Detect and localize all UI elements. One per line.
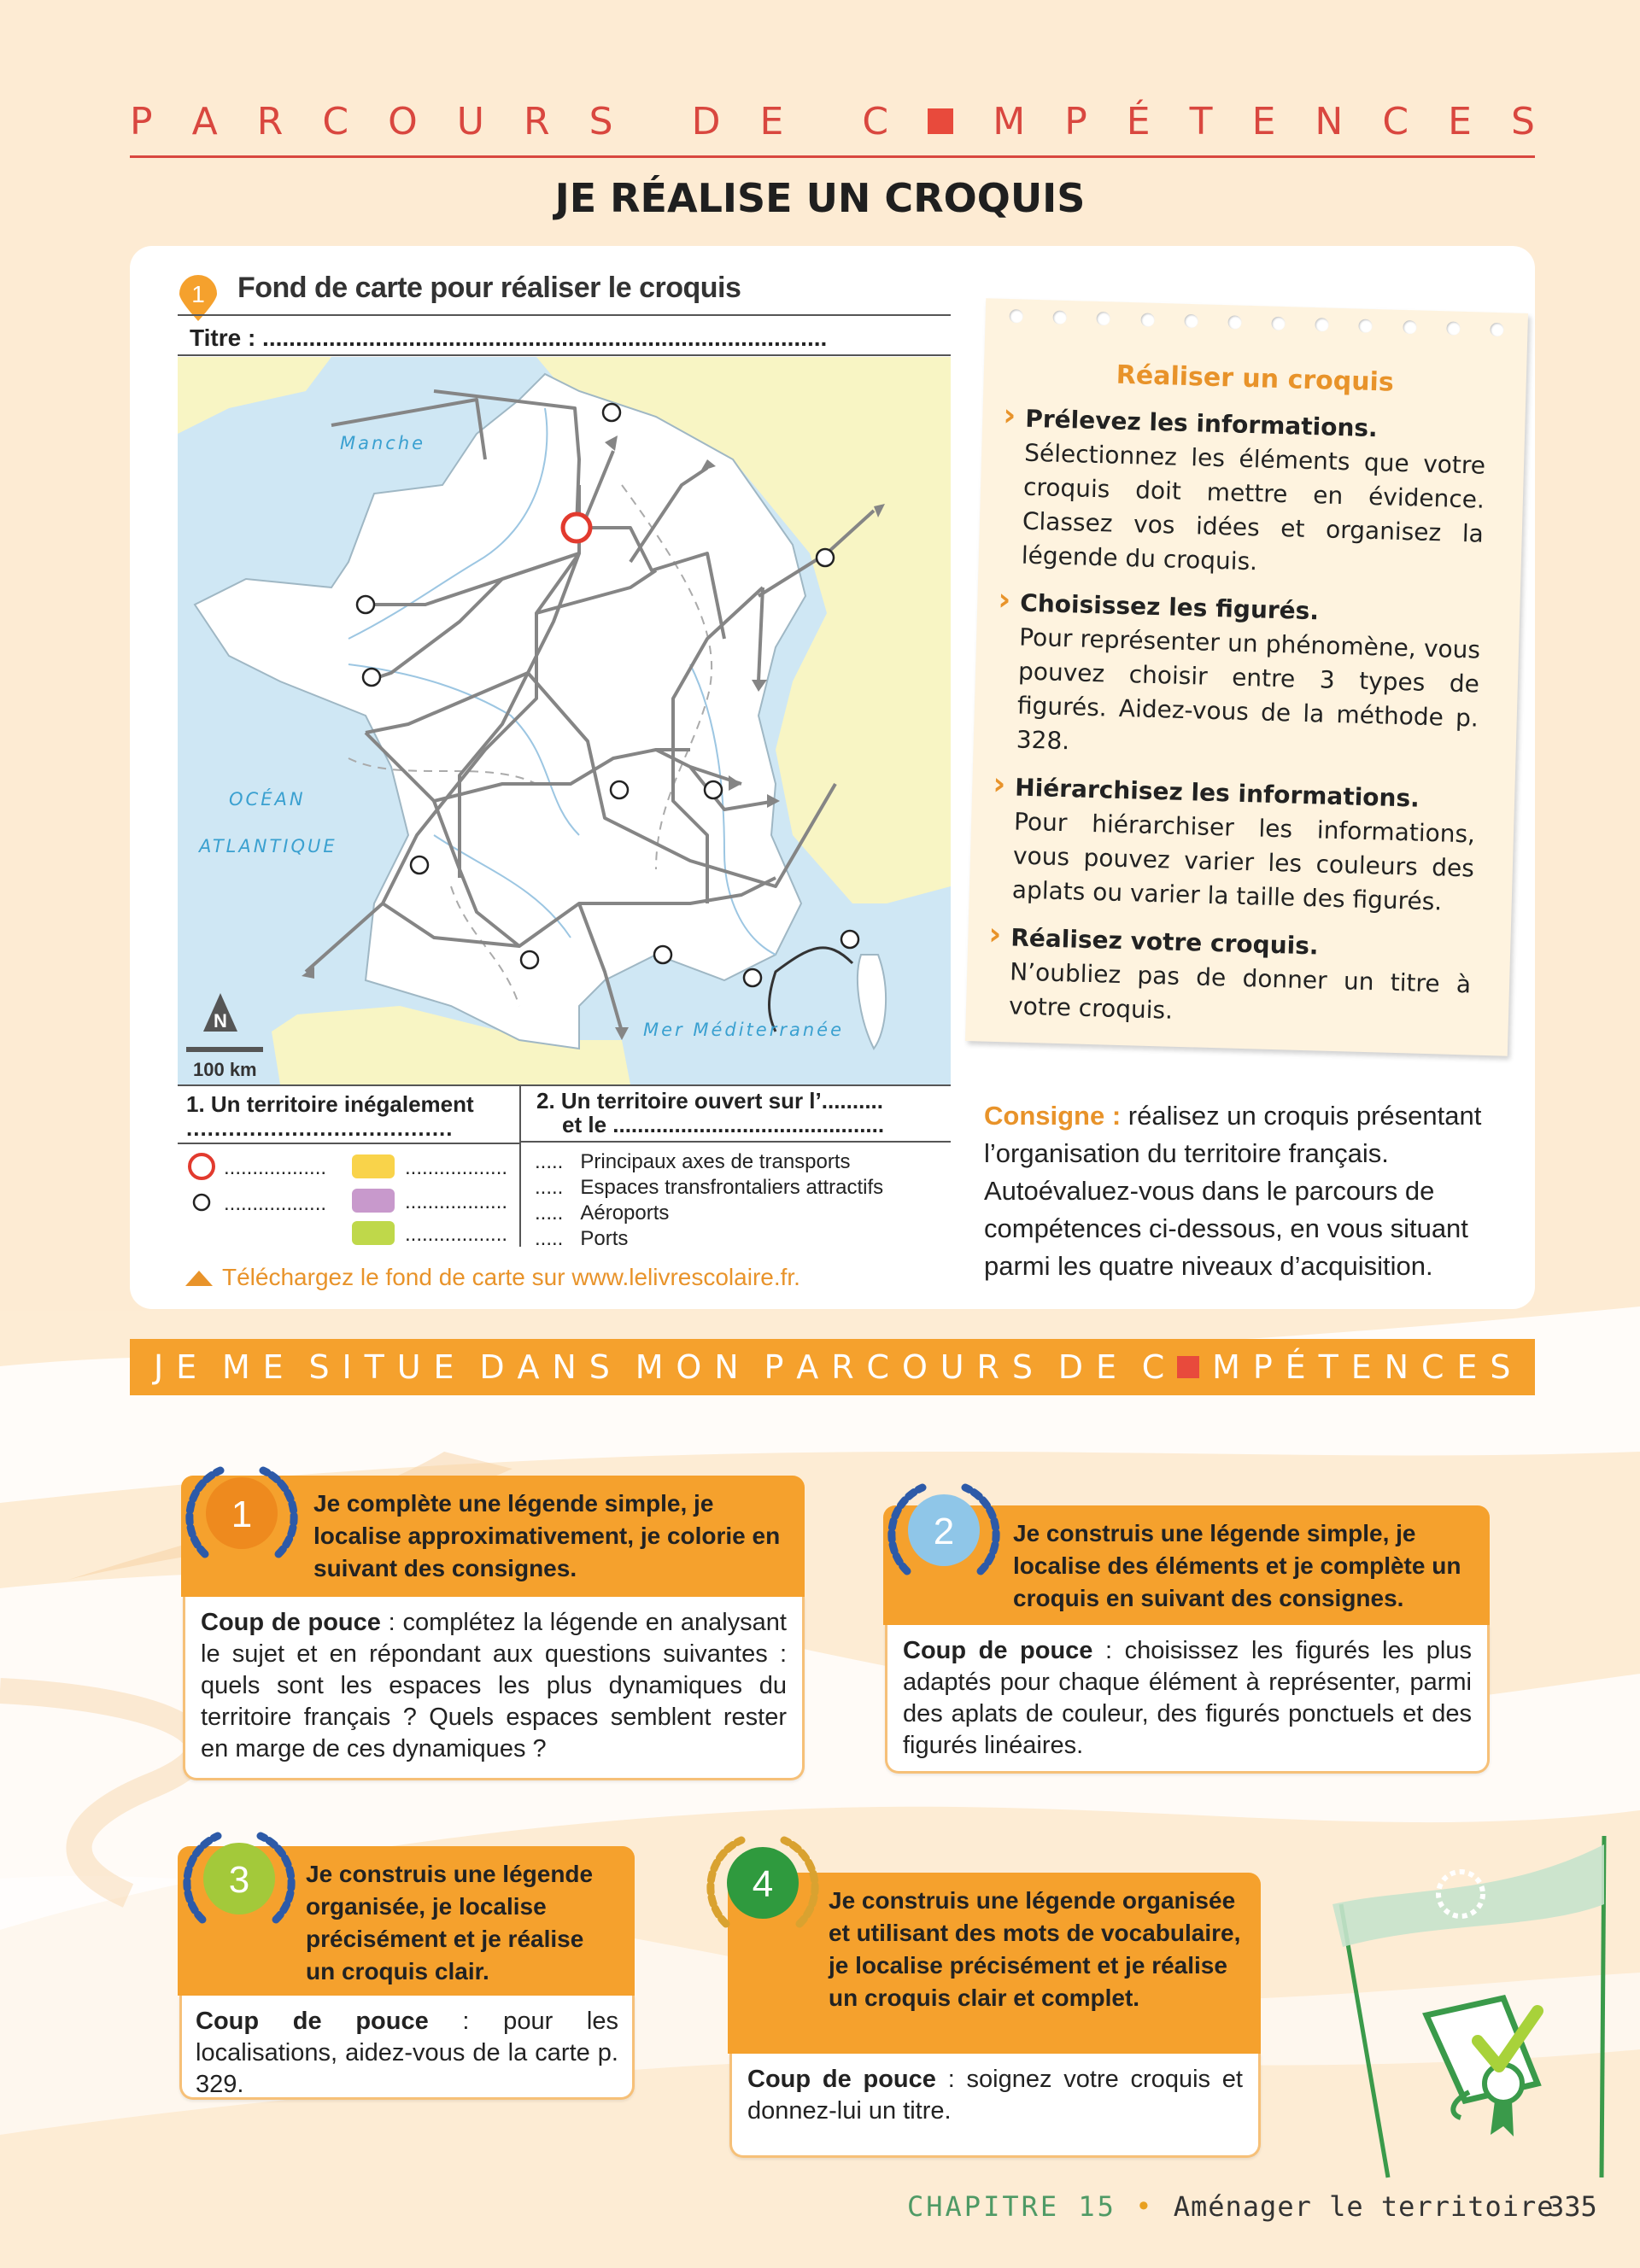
legend-blank: .................. <box>224 1192 327 1215</box>
city-marker <box>521 951 538 968</box>
heading-letter: T <box>364 1348 384 1386</box>
legend-color-yellow <box>352 1154 395 1178</box>
heading-letter: M <box>1212 1348 1240 1386</box>
heading-letter: É <box>1126 99 1151 143</box>
france-base-map <box>178 357 951 1084</box>
heading-letter: P <box>130 99 153 143</box>
svg-text:1: 1 <box>231 1493 253 1535</box>
heading-letter: O <box>676 1348 702 1386</box>
heading-letter: E <box>262 1348 284 1386</box>
level-coup-de-pouce: Coup de pouce : pour les localisations, aidez-vous de la carte p. 329. <box>179 1996 635 2100</box>
square-o-icon <box>928 108 953 134</box>
legend-blank: .................. <box>224 1156 327 1179</box>
heading-letter: D <box>1057 1348 1084 1386</box>
legend-col1-rule <box>178 1143 519 1144</box>
label-atlantique: ATLANTIQUE <box>199 836 337 856</box>
heading-letter: T <box>1189 99 1213 143</box>
heading-letter: M <box>635 1348 664 1386</box>
heading-letter: S <box>589 1348 610 1386</box>
legend-item: ..... Espaces transfrontaliers attractifs <box>535 1176 884 1199</box>
scale-bar <box>186 1047 263 1052</box>
heading-letter: D <box>479 1348 505 1386</box>
note-body <box>1008 402 1487 1050</box>
legend-col2-sub: et le ............................................ <box>562 1112 885 1137</box>
legend-divider <box>519 1084 521 1247</box>
heading-letter: C <box>866 1348 890 1386</box>
section-title: Fond de carte pour réaliser le croquis <box>237 272 741 304</box>
heading-letter: N <box>714 1348 739 1386</box>
city-marker <box>817 549 834 566</box>
legend-col2-title: 2. Un territoire ouvert sur l’.......... <box>536 1088 883 1114</box>
laurel-medal-4-icon <box>699 1821 827 1949</box>
header-parcours-competences <box>130 96 1535 147</box>
heading-letter: O <box>901 1348 928 1386</box>
legend-col1-title: 1. Un territoire inégalement <box>186 1091 474 1117</box>
city-marker <box>841 931 858 948</box>
city-marker <box>363 669 380 686</box>
note-item: › Prélevez les informations. Sélectionnez les éléments que votre croquis doit mettre en évidence. Classez vos idées et organisez la légende du croquis. <box>1021 402 1486 586</box>
heading-letter: E <box>1448 99 1472 143</box>
footer-bullet: • <box>1135 2190 1155 2223</box>
note-holes <box>1009 309 1503 336</box>
svg-text:N: N <box>214 1010 227 1032</box>
download-triangle-icon <box>184 1269 214 1288</box>
heading-letter: R <box>831 1348 854 1386</box>
heading-letter: E <box>176 1348 197 1386</box>
heading-letter: T <box>1318 1348 1338 1386</box>
level-heading: Je construis une légende simple, je localise des éléments et je complète un croquis en suivant des consignes. <box>883 1505 1490 1625</box>
flag-diploma-icon <box>1281 1827 1640 2186</box>
heading-letter: E <box>1350 1348 1372 1386</box>
heading-letter: C <box>862 99 889 143</box>
heading-letter: C <box>322 99 349 143</box>
svg-text:2: 2 <box>933 1511 955 1552</box>
laurel-medal-1-icon <box>178 1452 306 1580</box>
heading-letter: M <box>993 99 1026 143</box>
consigne-label: Consigne : <box>984 1101 1122 1131</box>
heading-letter: R <box>524 99 550 143</box>
note-item: › Réalisez votre croquis. N’oubliez pas de donner un titre à votre croquis. <box>1009 921 1473 1036</box>
heading-letter: U <box>396 1348 421 1386</box>
city-marker <box>705 781 722 798</box>
section-rule <box>178 314 951 316</box>
heading-letter: E <box>1456 1348 1478 1386</box>
legend-item: ..... Principaux axes de transports <box>535 1150 851 1173</box>
titre-rule <box>178 354 951 356</box>
heading-letter: P <box>1064 99 1087 143</box>
label-ocean: OCÉAN <box>229 789 306 810</box>
heading-letter: I <box>342 1348 352 1386</box>
legend <box>178 1084 951 1251</box>
legend-color-green <box>352 1221 395 1245</box>
heading-letter: U <box>456 99 484 143</box>
laurel-medal-3-icon <box>175 1817 303 1945</box>
city-marker <box>411 856 428 874</box>
heading-letter: S <box>1510 99 1535 143</box>
heading-letter: É <box>1285 1348 1306 1386</box>
footer-subject: Aménager le territoire <box>1173 2190 1555 2223</box>
legend-item: ..... Aéroports <box>535 1201 670 1225</box>
square-o-icon <box>1177 1356 1199 1378</box>
banner-je-me-situe <box>130 1339 1535 1395</box>
legend-col1-dots: ...................................... <box>186 1115 454 1141</box>
page-number: 335 <box>1548 2190 1597 2223</box>
legend-symbols <box>186 1151 217 1219</box>
legend-items <box>535 1149 883 1252</box>
heading-letter: S <box>308 1348 330 1386</box>
legend-item: ..... Ports <box>535 1227 629 1250</box>
level-heading: Je construis une légende organisée et utilisant des mots de vocabulaire, je localise précisément et je réalise un croquis clair et complet. <box>728 1873 1261 2054</box>
svg-text:4: 4 <box>752 1863 774 1905</box>
consigne-text: réalisez un croquis présentant l’organisation du territoire français. Autoévaluez-vous dans le parcours de compétences ci-dessous, en vous situant parmi les quatre niveaux d’acquisition. <box>984 1101 1482 1281</box>
heading-letter: M <box>221 1348 250 1386</box>
paris-marker <box>563 514 590 541</box>
note-item: › Hiérarchisez les informations. Pour hiérarchiser les informations, vous pouvez varier les couleurs des aplats ou varier la taille des figurés. <box>1011 770 1476 920</box>
legend-blank: .................. <box>405 1223 508 1246</box>
heading-letter: S <box>1011 1348 1033 1386</box>
level-heading: Je construis une légende organisée, je localise précisément et je réalise un croquis clair. <box>178 1846 635 1996</box>
heading-letter: R <box>976 1348 999 1386</box>
legend-col2-rule <box>521 1141 951 1143</box>
heading-letter: N <box>1384 1348 1409 1386</box>
heading-letter: P <box>1252 1348 1273 1386</box>
label-mediterranee: Mer Méditerranée <box>643 1020 844 1040</box>
heading-letter: O <box>388 99 418 143</box>
heading-letter: E <box>759 99 784 143</box>
method-note <box>965 298 1528 1055</box>
heading-letter: U <box>940 1348 964 1386</box>
heading-letter: C <box>1141 1348 1165 1386</box>
heading-letter: N <box>552 1348 577 1386</box>
legend-blank: .................. <box>405 1190 508 1213</box>
svg-text:1: 1 <box>191 281 205 307</box>
level-coup-de-pouce: Coup de pouce : choisissez les figurés les plus adaptés pour chaque élément à représenter, parmi des aplats de couleur, des figurés ponctuels et des figurés linéaires. <box>885 1625 1490 1774</box>
label-manche: Manche <box>340 433 426 453</box>
laurel-medal-2-icon <box>880 1469 1008 1597</box>
footer-chapter-label: CHAPITRE 15 <box>907 2190 1116 2223</box>
heading-letter: N <box>1315 99 1344 143</box>
city-marker <box>611 781 628 798</box>
level-heading: Je complète une légende simple, je localise approximativement, je colorie en suivant des consignes. <box>181 1476 805 1597</box>
heading-letter: S <box>589 99 613 143</box>
legend-blank: .................. <box>405 1156 508 1179</box>
city-marker <box>603 404 620 421</box>
city-marker <box>357 596 374 613</box>
note-title: Réaliser un croquis <box>1116 359 1395 398</box>
heading-letter: D <box>691 99 721 143</box>
heading-letter: C <box>1420 1348 1444 1386</box>
consigne <box>984 1097 1505 1285</box>
level-coup-de-pouce: Coup de pouce : soignez votre croquis et donnez-lui un titre. <box>729 2054 1261 2158</box>
scale-label: 100 km <box>193 1059 257 1080</box>
heading-letter: A <box>517 1348 540 1386</box>
city-marker <box>654 946 671 963</box>
legend-color-purple <box>352 1189 395 1213</box>
city-marker <box>744 969 761 986</box>
heading-letter: P <box>764 1348 784 1386</box>
download-link[interactable]: Téléchargez le fond de carte sur www.lelivrescolaire.fr. <box>222 1264 800 1290</box>
heading-letter: S <box>1490 1348 1511 1386</box>
level-coup-de-pouce: Coup de pouce : complétez la légende en analysant le sujet et en répondant aux questions suivantes : quels sont les espaces les plus dynamiques du territoire français ? Quels espaces semblent rester en marge de ces dynamiques ? <box>183 1597 805 1780</box>
page-title: JE RÉALISE UN CROQUIS <box>554 175 1086 221</box>
heading-letter: J <box>154 1348 164 1386</box>
heading-letter: E <box>433 1348 454 1386</box>
heading-letter: A <box>796 1348 819 1386</box>
header-rule <box>130 155 1535 158</box>
heading-letter: R <box>256 99 284 143</box>
heading-letter: E <box>1251 99 1276 143</box>
heading-letter: E <box>1095 1348 1116 1386</box>
footer-chapter <box>907 2190 1555 2223</box>
titre-line: Titre : ..................................................................................... <box>190 324 828 351</box>
note-item: › Choisissez les figurés. Pour représenter un phénomène, vous pouvez choisir entre 3 types de figurés. Aidez-vous de la méthode p. 328. <box>1016 587 1481 770</box>
heading-letter: A <box>191 99 218 143</box>
heading-letter: C <box>1382 99 1409 143</box>
svg-text:3: 3 <box>228 1859 250 1901</box>
